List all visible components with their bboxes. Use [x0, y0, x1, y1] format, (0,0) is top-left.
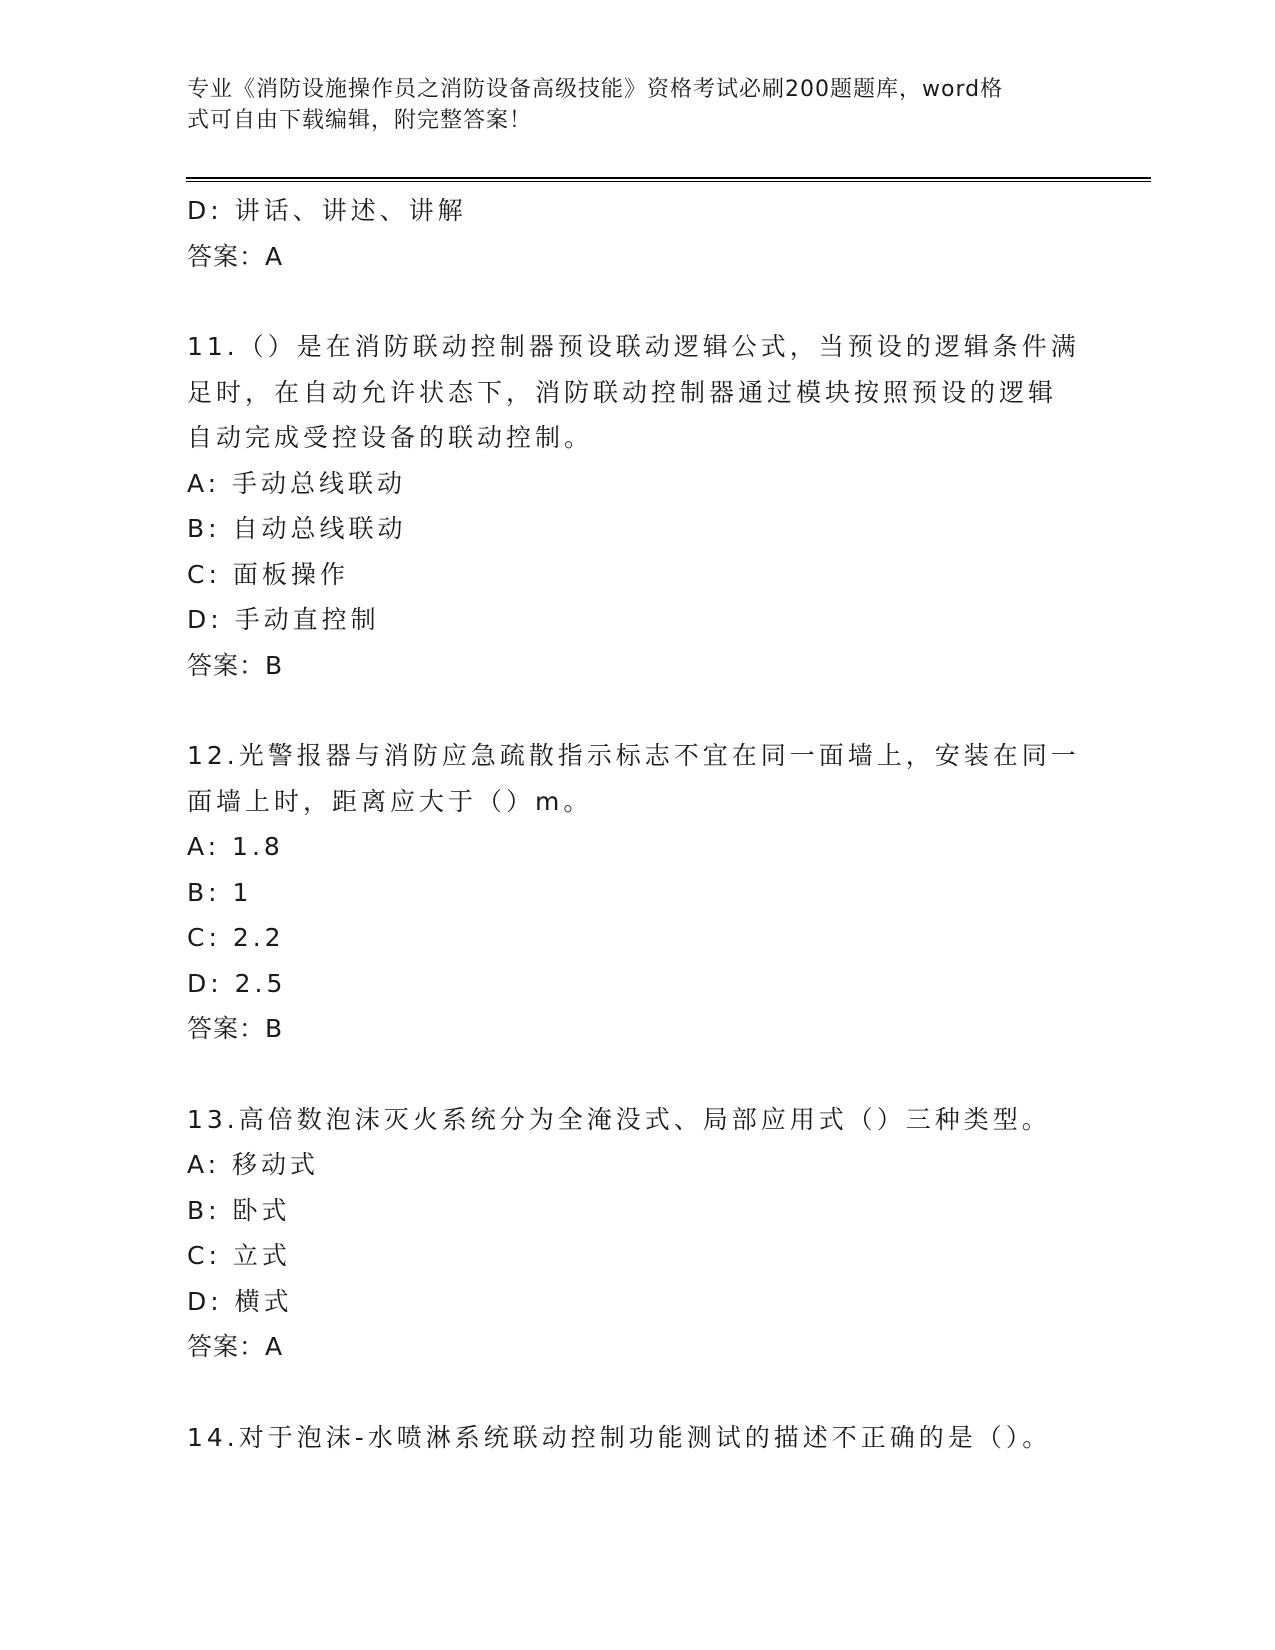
question-14 [187, 1415, 1087, 1461]
previous-question-tail [187, 188, 1087, 279]
question-stem-line: 自动完成受控设备的联动控制。 [187, 423, 594, 452]
option-a: A: 手动总线联动 [187, 468, 407, 498]
question-stem-line: 13.高倍数泡沫灭火系统分为全淹没式、局部应用式（）三种类型。 [187, 1104, 1051, 1134]
spacer [187, 1052, 1087, 1097]
question-12 [187, 733, 1087, 1052]
header-line-1: 专业《消防设施操作员之消防设备高级技能》资格考试必刷200题题库，word格 [187, 77, 1004, 102]
answer-line: 答案：A [187, 1332, 284, 1361]
option-b: B: 自动总线联动 [187, 514, 407, 543]
option-c: C: 立式 [187, 1241, 291, 1270]
spacer [187, 279, 1087, 324]
question-13 [187, 1097, 1087, 1370]
question-stem-line: 12.光警报器与消防应急疏散指示标志不宜在同一面墙上，安装在同一 [187, 741, 1080, 770]
header-divider [186, 177, 1151, 182]
answer-line: 答案：A [187, 241, 284, 271]
header-line-2: 式可自由下载编辑，附完整答案！ [187, 108, 533, 133]
spacer [187, 1370, 1087, 1415]
option-a: A: 移动式 [187, 1150, 320, 1179]
option-d: D: 2.5 [187, 968, 287, 998]
option-b: B: 卧式 [187, 1195, 291, 1225]
answer-line: 答案：B [187, 650, 284, 680]
option-a: A: 1.8 [187, 832, 284, 861]
question-stem-line: 14.对于泡沫-水喷淋系统联动控制功能测试的描述不正确的是（）。 [187, 1422, 1052, 1452]
answer-line: 答案：B [187, 1014, 284, 1043]
question-stem-line: 面墙上时，距离应大于（）m。 [187, 786, 593, 816]
spacer [187, 688, 1087, 733]
question-stem-line: 11.（）是在消防联动控制器预设联动逻辑公式，当预设的逻辑条件满 [187, 332, 1080, 361]
option-d: D: 讲话、讲述、讲解 [187, 196, 467, 225]
option-d: D: 横式 [187, 1286, 293, 1316]
option-c: C: 面板操作 [187, 559, 349, 589]
document-header [187, 74, 1087, 136]
question-list [187, 188, 1087, 1460]
option-b: B: 1 [187, 877, 253, 907]
question-stem-line: 足时，在自动允许状态下，消防联动控制器通过模块按照预设的逻辑 [187, 377, 1058, 407]
question-11 [187, 324, 1087, 688]
option-c: C: 2.2 [187, 923, 285, 952]
option-d: D: 手动直控制 [187, 605, 380, 634]
